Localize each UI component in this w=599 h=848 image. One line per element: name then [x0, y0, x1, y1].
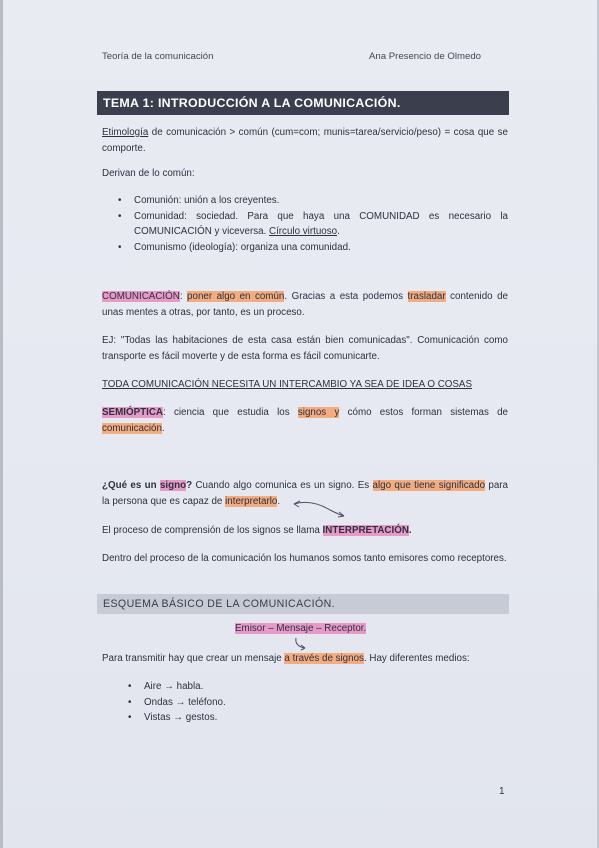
scheme-text: Emisor – Mensaje – Receptor.: [235, 623, 367, 634]
list-item-text: Comunión: unión a los creyentes.: [134, 195, 280, 206]
definition-text: . Gracias a esta podemos: [284, 291, 408, 302]
bullet: •: [118, 241, 122, 253]
sign-end: .: [277, 495, 281, 507]
media-list: [122, 679, 422, 726]
semiotics-text: ciencia que estudia los: [165, 407, 298, 418]
interpret-highlight: interpretarlo: [225, 495, 278, 507]
sign-text: Cuando algo comunica es un signo. Es: [192, 480, 373, 491]
list-item: [112, 209, 508, 240]
sign-question-mark: ?: [186, 480, 193, 491]
bullet: •: [128, 696, 132, 708]
transmit-text: . Hay diferentes medios:: [363, 653, 470, 664]
interpretation-term: INTERPRETACIÓN: [322, 525, 409, 536]
derive-intro: Derivan de lo común:: [102, 168, 195, 179]
header-author: Ana Presencio de Olmedo: [369, 51, 481, 62]
etymology-paragraph: [102, 125, 508, 156]
bullet: •: [118, 210, 122, 222]
example-paragraph: EJ: "Todas las habitaciones de esta casa están bien comunicadas". Comunicación como transporte es fácil moverte y de esta forma es fácil comunicarte.: [102, 335, 508, 362]
transmit-paragraph: [102, 651, 508, 667]
section-heading: ESQUEMA BÁSICO DE LA COMUNICACIÓN.: [97, 594, 509, 614]
scheme-line: [235, 621, 366, 637]
statement: TODA COMUNICACIÓN NECESITA UN INTERCAMBIO YA SEA DE IDEA O COSAS: [102, 379, 472, 390]
list-item-text: Ondas → teléfono.: [144, 696, 226, 708]
list-item-text: Comunidad: sociedad. Para que haya una COMUNIDAD es necesario la COMUNICACIÓN y viceversa.: [134, 210, 508, 237]
semiotics-term: SEMIÓPTICA: [102, 407, 163, 418]
list-item: [112, 240, 508, 256]
transmit-text: Para transmitir hay que crear un mensaje: [102, 653, 285, 664]
definition-verb: trasladar: [407, 291, 446, 302]
semiotics-text: cómo estos forman sistemas de: [339, 407, 508, 418]
virtuous-circle-text: Círculo virtuoso: [269, 226, 338, 237]
interpretation-end: .: [408, 525, 412, 536]
semiotics-colon: :: [162, 407, 166, 418]
page-edge: [0, 0, 3, 848]
handwritten-arrow-icon: [290, 496, 350, 520]
page-title: TEMA 1: INTRODUCCIÓN A LA COMUNICACIÓN.: [97, 91, 509, 115]
header-course: Teoría de la comunicación: [102, 51, 214, 62]
etymology-term: Etimología: [102, 127, 149, 138]
semiotics-paragraph: [102, 405, 508, 436]
definition-paragraph: [102, 289, 508, 320]
meaning-highlight: algo que tiene significado: [372, 480, 486, 491]
list-item: [122, 679, 422, 695]
interpretation-text: El proceso de comprensión de los signos se llama: [102, 525, 323, 536]
list-item-end: .: [337, 226, 340, 237]
list-item: [122, 710, 422, 726]
definition-meaning: poner algo en común: [187, 291, 285, 302]
handwritten-arrow-icon: [293, 636, 309, 652]
derive-list: [112, 193, 508, 255]
bullet: •: [118, 195, 122, 206]
process-paragraph: Dentro del proceso de la comunicación los humanos somos tanto emisores como receptores.: [102, 553, 507, 564]
via-signs-highlight: a través de signos: [284, 653, 364, 664]
page-number: 1: [499, 786, 505, 797]
definition-colon: :: [179, 291, 188, 302]
signs-highlight: signos y: [297, 407, 340, 418]
etymology-text: de comunicación > común (cum=com; munis=tarea/servicio/peso) = cosa que se comporte.: [102, 127, 508, 154]
sign-question: ¿Qué es un: [102, 480, 160, 491]
list-item-text: Aire → habla.: [144, 681, 204, 692]
list-item-text: Comunismo (ideología): organiza una comunidad.: [134, 241, 351, 253]
communication-highlight: comunicación: [102, 422, 162, 434]
list-item-text: Vistas → gestos.: [144, 712, 218, 723]
definition-text: contenido de unas mentes a otras, por tanto, es un proceso.: [102, 291, 508, 318]
interpretation-paragraph: [102, 523, 508, 539]
list-item: [122, 695, 422, 711]
list-item: [112, 193, 508, 209]
bullet: •: [128, 681, 132, 692]
semiotics-end: .: [161, 422, 165, 434]
bullet: •: [128, 712, 132, 723]
sign-text: para la persona que es capaz de: [102, 480, 508, 507]
sign-word: signo: [159, 480, 187, 491]
definition-term: COMUNICACIÓN: [102, 291, 180, 302]
